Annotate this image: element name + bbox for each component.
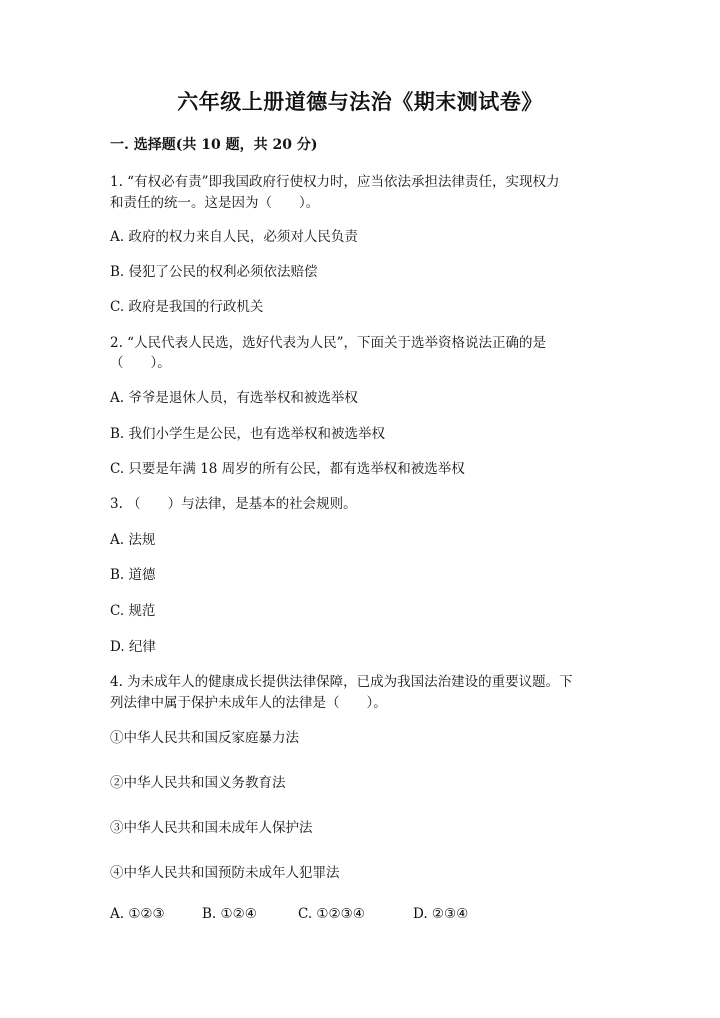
question-4-option-d: D. ②③④ [413, 906, 469, 922]
question-4-option-b: B. ①②④ [202, 906, 257, 922]
question-2-line-1: 2. “人民代表人民选，选好代表为人民”，下面关于选举资格说法正确的是 [110, 335, 546, 351]
question-4-item-4: ④中华人民共和国预防未成年人犯罪法 [110, 865, 340, 881]
question-1-option-c: C. 政府是我国的行政机关 [110, 299, 264, 315]
section-heading: 一. 选择题(共 10 题，共 20 分) [110, 137, 318, 153]
question-3-option-a: A. 法规 [110, 532, 156, 548]
question-3-line-1: 3. （ ）与法律，是基本的社会规则。 [110, 496, 357, 512]
question-3-option-b: B. 道德 [110, 567, 156, 583]
question-1-line-1: 1. “有权必有责”即我国政府行使权力时，应当依法承担法律责任，实现权力 [110, 174, 560, 190]
question-2-line-2: （ ）。 [110, 355, 171, 371]
question-4-option-c: C. ①②③④ [298, 906, 365, 922]
question-1-line-2: 和责任的统一。这是因为（ ）。 [110, 195, 320, 211]
question-3-option-d: D. 纪律 [110, 639, 156, 655]
question-4-option-a: A. ①②③ [110, 906, 165, 922]
question-4-item-2: ②中华人民共和国义务教育法 [110, 775, 286, 791]
question-4-item-1: ①中华人民共和国反家庭暴力法 [110, 730, 299, 746]
question-2-option-a: A. 爷爷是退休人员，有选举权和被选举权 [110, 390, 358, 406]
question-3-option-c: C. 规范 [110, 603, 156, 619]
question-4-item-3: ③中华人民共和国未成年人保护法 [110, 820, 313, 836]
question-2-option-b: B. 我们小学生是公民，也有选举权和被选举权 [110, 426, 386, 442]
question-4-line-2: 列法律中属于保护未成年人的法律是（ ）。 [110, 695, 387, 711]
question-1-option-b: B. 侵犯了公民的权利必须依法赔偿 [110, 264, 318, 280]
question-1-option-a: A. 政府的权力来自人民，必须对人民负责 [110, 229, 358, 245]
question-4-line-1: 4. 为未成年人的健康成长提供法律保障，已成为我国法治建设的重要议题。下 [110, 674, 573, 690]
page-title: 六年级上册道德与法治《期末测试卷》 [177, 89, 543, 114]
question-2-option-c: C. 只要是年满 18 周岁的所有公民，都有选举权和被选举权 [110, 461, 465, 477]
